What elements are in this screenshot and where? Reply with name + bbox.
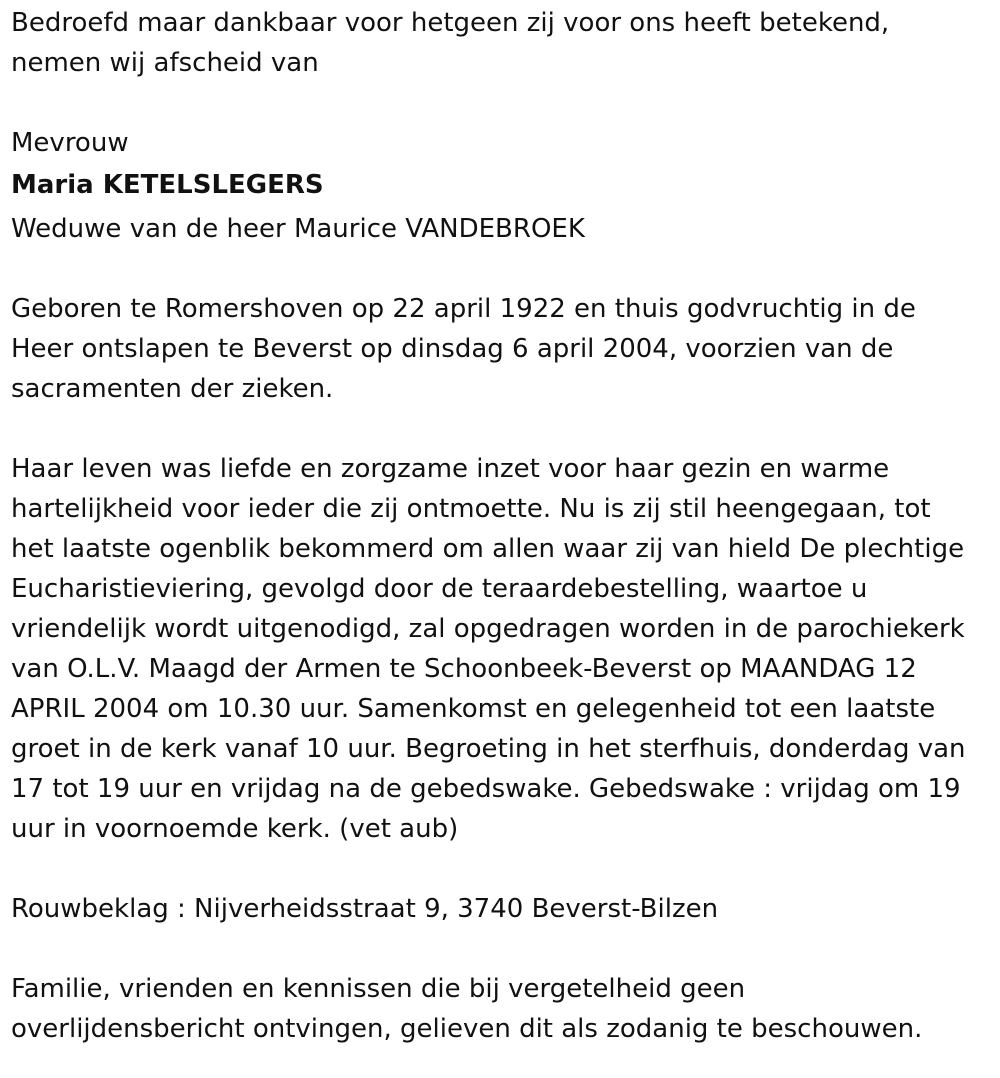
spacer xyxy=(11,83,996,123)
text-line: Geboren te Romershoven op 22 april 1922 en thuis godvruchtig in de xyxy=(11,294,916,324)
text-line: Eucharistieviering, gevolgd door de teraardebestelling, waartoe u xyxy=(11,574,868,604)
text-line: uur in voornoemde kerk. (vet aub) xyxy=(11,814,459,844)
text-line: Haar leven was liefde en zorgzame inzet voor haar gezin en warme xyxy=(11,454,890,484)
text-line: Familie, vrienden en kennissen die bij vergetelheid geen xyxy=(11,974,746,1004)
text-line: APRIL 2004 om 10.30 uur. Samenkomst en gelegenheid tot een laatste xyxy=(11,694,936,724)
spacer xyxy=(11,849,996,889)
text-line: Heer ontslapen te Beverst op dinsdag 6 april 2004, voorzien van de xyxy=(11,334,894,364)
intro-line: Bedroefd maar dankbaar voor hetgeen zij voor ons heeft betekend, xyxy=(11,8,890,38)
birth-death-paragraph xyxy=(11,289,996,409)
spacer xyxy=(11,929,996,969)
text-line: hartelijkheid voor ieder die zij ontmoette. Nu is zij stil heengegaan, tot xyxy=(11,494,931,524)
deceased-name: Maria KETELSLEGERS xyxy=(11,170,324,200)
death-notice xyxy=(11,3,996,1049)
text-line: sacramenten der zieken. xyxy=(11,374,334,404)
text-line: van O.L.V. Maagd der Armen te Schoonbeek-Beverst op MAANDAG 12 xyxy=(11,654,917,684)
text-line: het laatste ogenblik bekommerd om allen waar zij van hield De plechtige xyxy=(11,534,965,564)
title: Mevrouw xyxy=(11,128,129,158)
mourning-address: Rouwbeklag : Nijverheidsstraat 9, 3740 Beverst-Bilzen xyxy=(11,894,719,924)
text-line: 17 tot 19 uur en vrijdag na de gebedswake. Gebedswake : vrijdag om 19 xyxy=(11,774,961,804)
life-and-ceremony-paragraph xyxy=(11,449,996,849)
text-line: overlijdensbericht ontvingen, gelieven dit als zodanig te beschouwen. xyxy=(11,1014,923,1044)
intro-line: nemen wij afscheid van xyxy=(11,48,319,78)
closing-paragraph xyxy=(11,969,996,1049)
spacer xyxy=(11,249,996,289)
text-line: vriendelijk wordt uitgenodigd, zal opgedragen worden in de parochiekerk xyxy=(11,614,965,644)
text-line: groet in de kerk vanaf 10 uur. Begroeting in het sterfhuis, donderdag van xyxy=(11,734,966,764)
widow-of: Weduwe van de heer Maurice VANDEBROEK xyxy=(11,214,585,244)
spacer xyxy=(11,409,996,449)
